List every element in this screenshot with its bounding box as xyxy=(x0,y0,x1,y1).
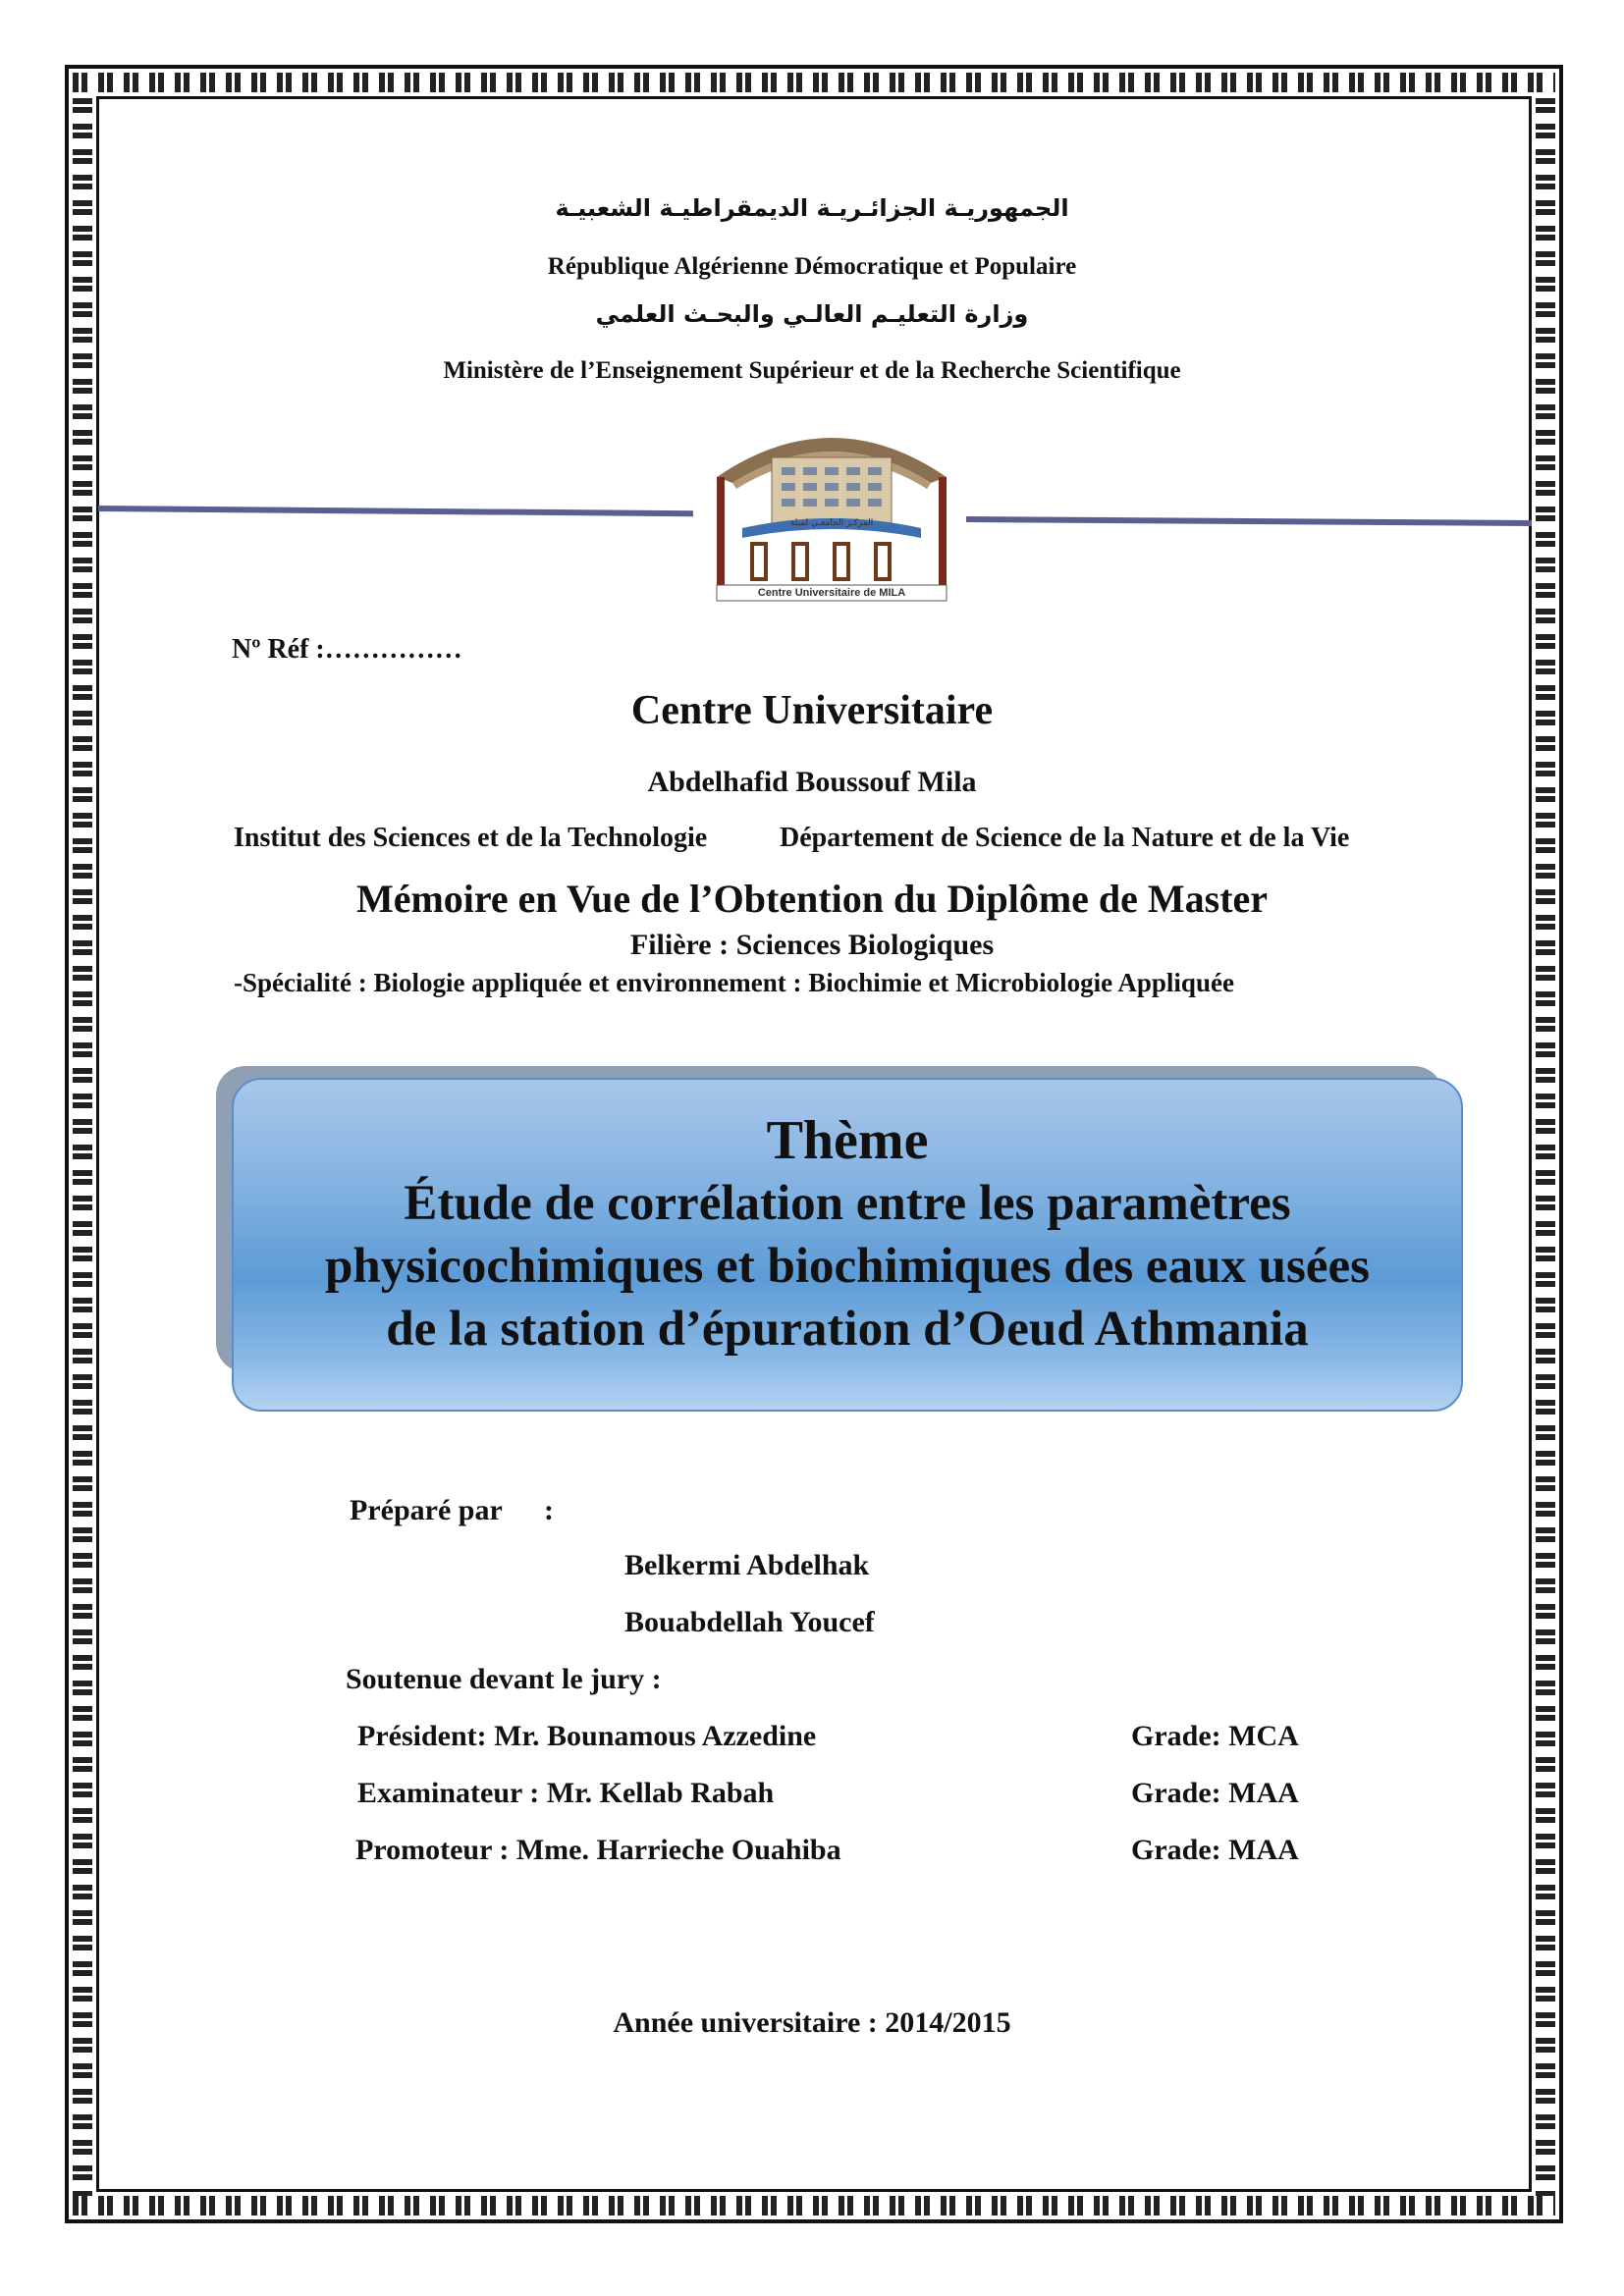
prepared-by-colon: : xyxy=(544,1494,554,1526)
specialite: -Spécialité : Biologie appliquée et environnement : Biochimie et Microbiologie Appliquée xyxy=(234,968,1234,997)
jury-member-grade: Grade: MCA xyxy=(1131,1720,1299,1752)
department-name: Département de Science de la Nature et de la Vie xyxy=(780,823,1350,853)
theme-line: physicochimiques et biochimiques des eaux usées xyxy=(324,1239,1371,1294)
jury-label: Soutenue devant le jury : xyxy=(346,1663,662,1695)
jury-member-role: Examinateur : Mr. Kellab Rabah xyxy=(357,1777,775,1809)
theme-box xyxy=(232,1078,1463,1412)
jury-member-role: Président: Mr. Bounamous Azzedine xyxy=(357,1720,817,1752)
logo-arabic-caption: المركـز الجامعـي لميلة xyxy=(789,518,874,528)
degree-title: Mémoire en Vue de l’Obtention du Diplôme de Master xyxy=(355,877,1269,921)
institution-name: Centre Universitaire xyxy=(630,688,994,733)
ministry-title: Ministère de l’Enseignement Supérieur et de la Recherche Scientifique xyxy=(443,357,1181,384)
theme-line: Étude de corrélation entre les paramètres xyxy=(404,1176,1291,1231)
author-name: Bouabdellah Youcef xyxy=(624,1606,875,1638)
institute-name: Institut des Sciences et de la Technologie xyxy=(234,823,708,853)
arabic-ministry-title: وزارة التعليـم العالـي والبحـث العلمي xyxy=(595,300,1029,328)
theme-line: de la station d’épuration d’Oeud Athmania xyxy=(386,1302,1309,1357)
theme-label: Thème xyxy=(766,1110,929,1171)
jury-member-role: Promoteur : Mme. Harrieche Ouahiba xyxy=(355,1834,841,1866)
institution-sub: Abdelhafid Boussouf Mila xyxy=(647,766,977,798)
reference-number: Nº Réf :…………… xyxy=(232,634,462,665)
jury-member-grade: Grade: MAA xyxy=(1131,1834,1299,1866)
prepared-by-label: Préparé par xyxy=(350,1494,503,1526)
republic-title: République Algérienne Démocratique et Populaire xyxy=(547,253,1077,280)
author-name: Belkermi Abdelhak xyxy=(624,1549,870,1581)
academic-year: Année universitaire : 2014/2015 xyxy=(613,2006,1011,2039)
logo-caption: Centre Universitaire de MILA xyxy=(757,587,906,599)
jury-member-grade: Grade: MAA xyxy=(1131,1777,1299,1809)
arabic-republic-title: الجمهوريـة الجزائـريـة الديمقراطيـة الشعبيـة xyxy=(555,194,1069,222)
filiere: Filière : Sciences Biologiques xyxy=(629,929,995,961)
university-logo xyxy=(703,418,960,603)
